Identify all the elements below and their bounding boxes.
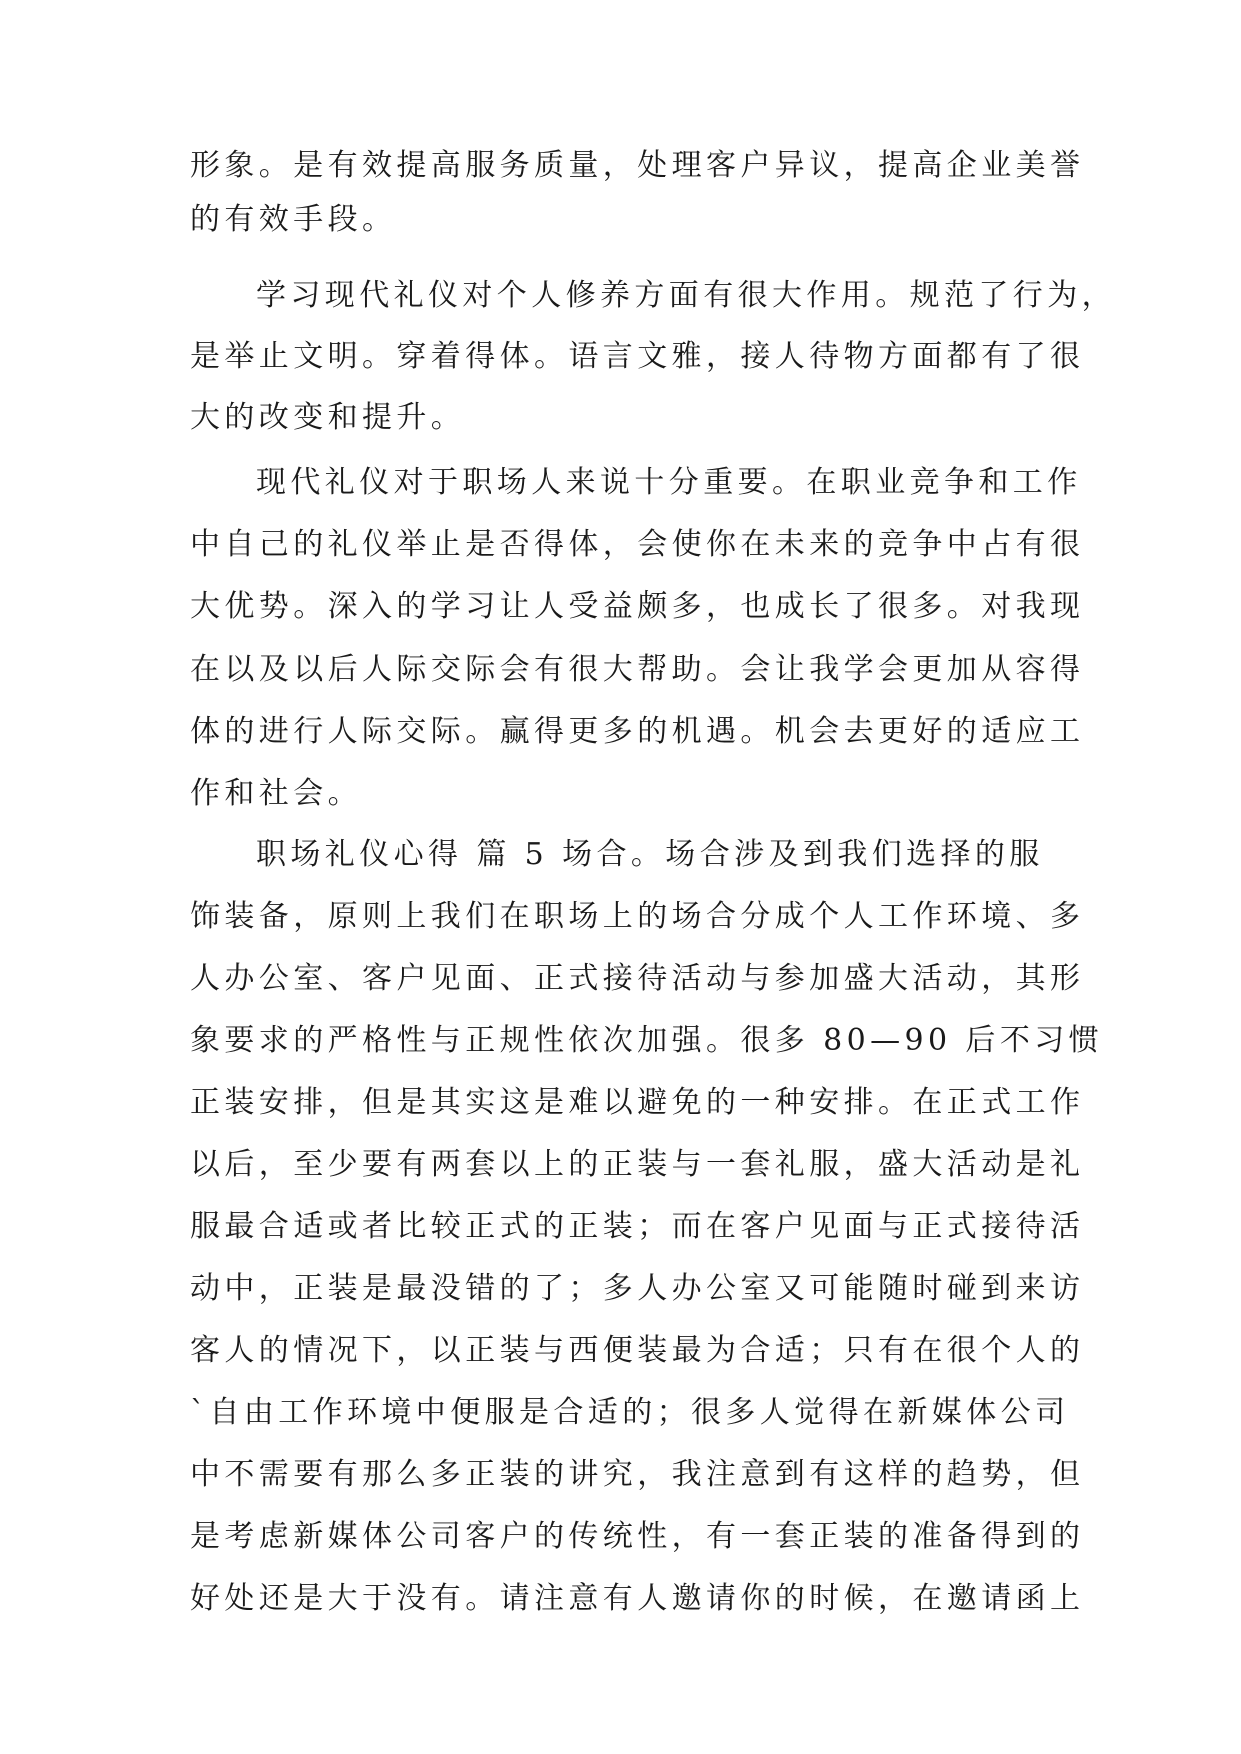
text-line: 体的进行人际交际。赢得更多的机遇。机会去更好的适应工 (190, 714, 1085, 749)
text-line: 的有效手段。 (190, 202, 397, 237)
text-line: `自由工作环境中便服是合适的；很多人觉得在新媒体公司 (190, 1395, 1070, 1430)
text-line: 服最合适或者比较正式的正装；而在客户见面与正式接待活 (190, 1209, 1085, 1244)
text-line: 是考虑新媒体公司客户的传统性，有一套正装的准备得到的 (190, 1519, 1085, 1554)
text-line: 形象。是有效提高服务质量，处理客户异议，提高企业美誉 (190, 148, 1085, 183)
text-line: 正装安排，但是其实这是难以避免的一种安排。在正式工作 (190, 1085, 1085, 1120)
text-line: 中自己的礼仪举止是否得体，会使你在未来的竞争中占有很 (190, 527, 1085, 562)
text-line: 职场礼仪心得 篇 5 场合。场合涉及到我们选择的服 (256, 837, 1044, 872)
text-line: 中不需要有那么多正装的讲究，我注意到有这样的趋势，但 (190, 1457, 1085, 1492)
text-line: 是举止文明。穿着得体。语言文雅，接人待物方面都有了很 (190, 339, 1085, 374)
text-line: 学习现代礼仪对个人修养方面有很大作用。规范了行为， (256, 278, 1116, 313)
text-line: 作和社会。 (190, 776, 362, 811)
text-line: 在以及以后人际交际会有很大帮助。会让我学会更加从容得 (190, 652, 1085, 687)
text-line: 动中，正装是最没错的了；多人办公室又可能随时碰到来访 (190, 1271, 1085, 1306)
text-line: 饰装备，原则上我们在职场上的场合分成个人工作环境、多 (190, 899, 1085, 934)
text-line: 好处还是大于没有。请注意有人邀请你的时候，在邀请函上 (190, 1581, 1085, 1616)
text-line: 以后，至少要有两套以上的正装与一套礼服，盛大活动是礼 (190, 1147, 1085, 1182)
text-line: 现代礼仪对于职场人来说十分重要。在职业竞争和工作 (256, 465, 1082, 500)
text-line: 客人的情况下，以正装与西便装最为合适；只有在很个人的 (190, 1333, 1085, 1368)
text-line: 象要求的严格性与正规性依次加强。很多 80—90 后不习惯 (190, 1023, 1104, 1058)
text-line: 大优势。深入的学习让人受益颇多，也成长了很多。对我现 (190, 589, 1085, 624)
text-line: 人办公室、客户见面、正式接待活动与参加盛大活动，其形 (190, 961, 1085, 996)
text-line: 大的改变和提升。 (190, 400, 466, 435)
